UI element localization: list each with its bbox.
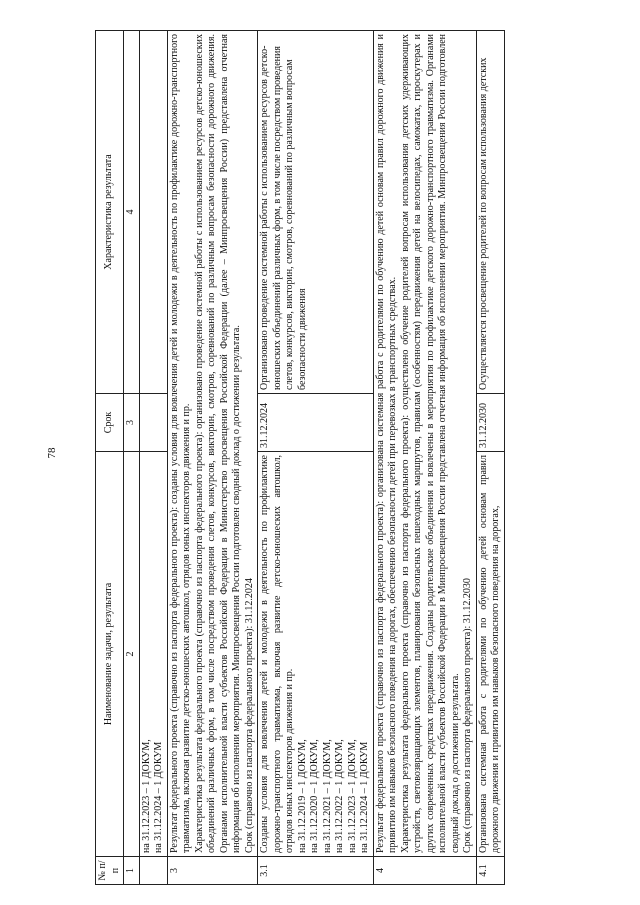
table-row-4-1 bbox=[476, 31, 504, 885]
row-merged-text bbox=[373, 31, 476, 857]
deadline-text: Срок (справочно из паспорта федерального проекта): 31.12.2030 bbox=[462, 578, 473, 853]
row-num: 3 bbox=[167, 857, 258, 885]
doc-count-line: на 31.12.2020 – 1 ДОКУМ, bbox=[309, 739, 320, 853]
index-cell: 3 bbox=[124, 394, 140, 452]
row-characteristic: Осуществляется просвещение родителей по вопросам использования детских bbox=[476, 31, 504, 394]
header-srok: Срок bbox=[96, 394, 124, 452]
header-characteristic: Характеристика результата bbox=[96, 31, 124, 394]
row-characteristic: Организовано проведение системной работы с использованием ресурсов детско-юношеских объединений различных форм, в том числе посредством проведения слетов, конкурсов, викторин, смотров, соревнований по различным вопросам безопасности движения bbox=[258, 31, 374, 394]
rotated-table-container bbox=[95, 30, 610, 885]
row-name bbox=[139, 452, 167, 857]
task-text: Созданы условия для вовлечения детей и молодежи в деятельность по профилактике дорожно-транспортного травматизма, включая развитие детско-юношеских автошкол, отрядов юных инспекторов движения и пр. bbox=[259, 455, 295, 853]
index-cell: 4 bbox=[124, 31, 140, 394]
doc-count-line: на 31.12.2022 – 1 ДОКУМ, bbox=[334, 739, 345, 853]
characteristic-text: Характеристика результата федерального проекта (справочно из паспорта федерального проекта): организовано проведение системной работы с использованием ресурсов детско-юношеских объединений различных форм, в том числе посредством проведения слетов, конкурсов, викторин, смотров, соревнований по различным вопросам безопасности дорожного движения. Органами исполнительной власти субъектов Российской Федерации в Министерство просвещения Российской Федерации (далее – Минпросвещения России) представлена отчетная информация об исполнении мероприятия. Минпросвещения России подготовлен сводный доклад о достижении результата. bbox=[193, 34, 242, 853]
row-srok: 31.12.2024 bbox=[258, 394, 374, 452]
page-number: 78 bbox=[46, 447, 58, 459]
table-header-row bbox=[96, 31, 124, 885]
row-characteristic bbox=[139, 31, 167, 394]
row-num: 4.1 bbox=[476, 857, 504, 885]
characteristic-text: Характеристика результата федерального проекта (справочно из паспорта федерального проекта): осуществлено обучение родителей вопросам использования детских удерживающих устройств, световозвращающих элементов, планирования безопасных пешеходных маршрутов, правилам (особенностям) передвижения детей на велосипедах, самокатах, гироскутерах и других современных средствах передвижения. Созданы родительские объединения и вовлечены в мероприятия по профилактике детского дорожно-транспортного травматизма. Органами исполнительной власти субъектов Российской Федерации в Минпросвещения России представлена отчетная информация об исполнении мероприятия. Минпросвещения России подготовлен сводный доклад о достижении результата. bbox=[399, 34, 461, 853]
row-num: 3.1 bbox=[258, 857, 374, 885]
row-merged-text bbox=[167, 31, 258, 857]
row-srok: 31.12.2030 bbox=[476, 394, 504, 452]
row-num: 4 bbox=[373, 857, 476, 885]
row-name bbox=[258, 452, 374, 857]
row-name: Организована системная работа с родителями по обучению детей основам правил дорожного движения и привитию им навыков безопасного поведения на дорогах, bbox=[476, 452, 504, 857]
row-num bbox=[139, 857, 167, 885]
table-row-4 bbox=[373, 31, 476, 885]
table-index-row bbox=[124, 31, 140, 885]
table-row-3 bbox=[167, 31, 258, 885]
doc-count-line: на 31.12.2024 – 1 ДОКУМ bbox=[153, 741, 164, 853]
header-num: № п/п bbox=[96, 857, 124, 885]
doc-count-line: на 31.12.2021 – 1 ДОКУМ, bbox=[321, 739, 333, 853]
results-table bbox=[95, 30, 505, 885]
header-name: Наименование задачи, результата bbox=[96, 452, 124, 857]
doc-count-line: на 31.12.2019 – 1 ДОКУМ, bbox=[296, 739, 308, 853]
deadline-text: Срок (справочно из паспорта федерального проекта): 31.12.2024 bbox=[243, 578, 255, 853]
row-srok bbox=[139, 394, 167, 452]
index-cell: 2 bbox=[124, 452, 140, 857]
doc-count-line: на 31.12.2023 – 1 ДОКУМ, bbox=[140, 739, 152, 853]
doc-count-line: на 31.12.2024 – 1 ДОКУМ bbox=[359, 741, 370, 853]
index-cell: 1 bbox=[124, 857, 140, 885]
doc-count-line: на 31.12.2023 – 1 ДОКУМ, bbox=[346, 739, 358, 853]
table-row-continuation bbox=[139, 31, 167, 885]
result-text: Результат федерального проекта (справочно из паспорта федерального проекта): созданы условия для вовлечения детей и молодежи в деятельность по профилактике дорожно-транспортного травматизма, включая развитие детско-юношеских автошкол, отрядов юных инспекторов движения и пр. bbox=[168, 34, 192, 853]
result-text: Результат федерального проекта (справочно из паспорта федерального проекта): организована системная работа с родителями по обучению детей основам правил дорожного движения и привитию им навыков безопасного поведения на дорогах, обеспечению безопасности детей при перевозках в транспортных средствах. bbox=[374, 34, 398, 853]
table-row-3-1 bbox=[258, 31, 374, 885]
